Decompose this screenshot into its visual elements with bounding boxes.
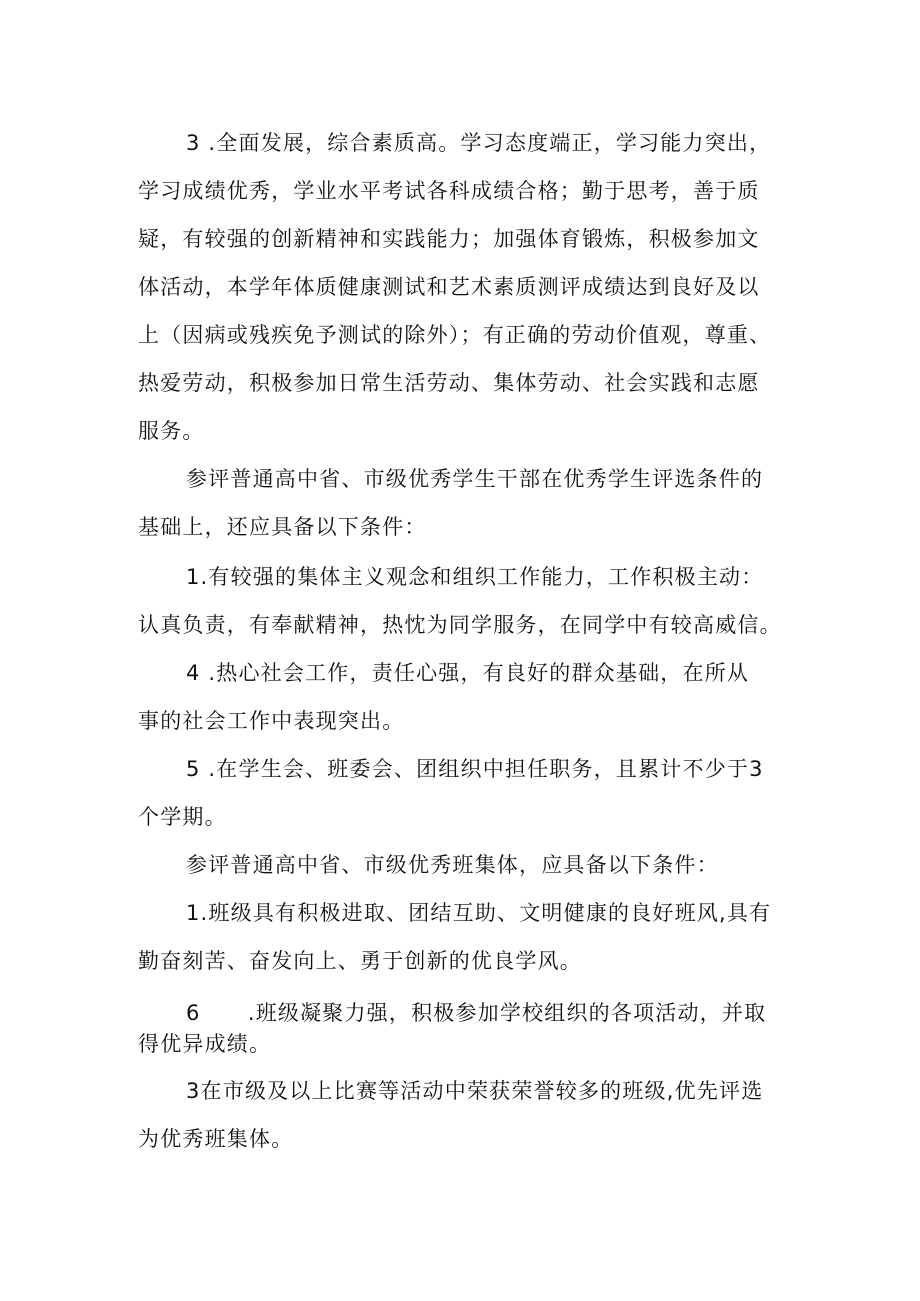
paragraph-1-line-5: 上（因病或残疾免予测试的除外）；有正确的劳动价值观，尊重、 [138,323,772,347]
paragraph-7-line-2: 勤奋刻苦、奋发向上、勇于创新的优良学风。 [138,949,582,973]
paragraph-7-line-1: 1.班级具有积极进取、团结互助、文明健康的良好班风,具有 [186,901,772,925]
paragraph-1-line-7: 服务。 [138,419,205,443]
paragraph-6-line-1: 参评普通高中省、市级优秀班集体，应具备以下条件： [186,853,719,877]
paragraph-5-line-1: 5 .在学生会、班委会、团组织中担任职务，且累计不少于3 [186,757,764,781]
paragraph-1-line-3: 疑，有较强的创新精神和实践能力；加强体育锻炼，积极参加文 [138,227,760,251]
paragraph-2-line-1: 参评普通高中省、市级优秀学生干部在优秀学生评选条件的 [186,467,764,491]
paragraph-3-line-1: 1.有较强的集体主义观念和组织工作能力，工作积极主动： [186,565,764,589]
paragraph-9-line-1: 3在市级及以上比赛等活动中荣获荣誉较多的班级,优先评选 [186,1079,764,1103]
paragraph-5-line-2: 个学期。 [138,805,227,829]
paragraph-3-line-2: 认真负责，有奉献精神，热忱为同学服务，在同学中有较高威信。 [138,613,782,637]
paragraph-8-line-2: 得优异成绩。 [138,1032,272,1056]
paragraph-4-line-2: 事的社会工作中表现突出。 [138,709,405,733]
paragraph-4-line-1: 4 .热心社会工作，责任心强，有良好的群众基础，在所从 [186,661,750,685]
paragraph-1-line-1: 3 .全面发展，综合素质高。学习态度端正，学习能力突出， [186,131,772,155]
paragraph-8-line-1: 6 .班级凝聚力强，积极参加学校组织的各项活动，并取 [186,1001,767,1025]
paragraph-9-line-2: 为优秀班集体。 [138,1127,294,1151]
paragraph-2-line-2: 基础上，还应具备以下条件： [138,515,427,539]
paragraph-1-line-2: 学习成绩优秀，学业水平考试各科成绩合格；勤于思考，善于质 [138,179,760,203]
paragraph-1-line-4: 体活动，本学年体质健康测试和艺术素质测评成绩达到良好及以 [138,275,760,299]
paragraph-1-line-6: 热爱劳动，积极参加日常生活劳动、集体劳动、社会实践和志愿 [138,371,760,395]
